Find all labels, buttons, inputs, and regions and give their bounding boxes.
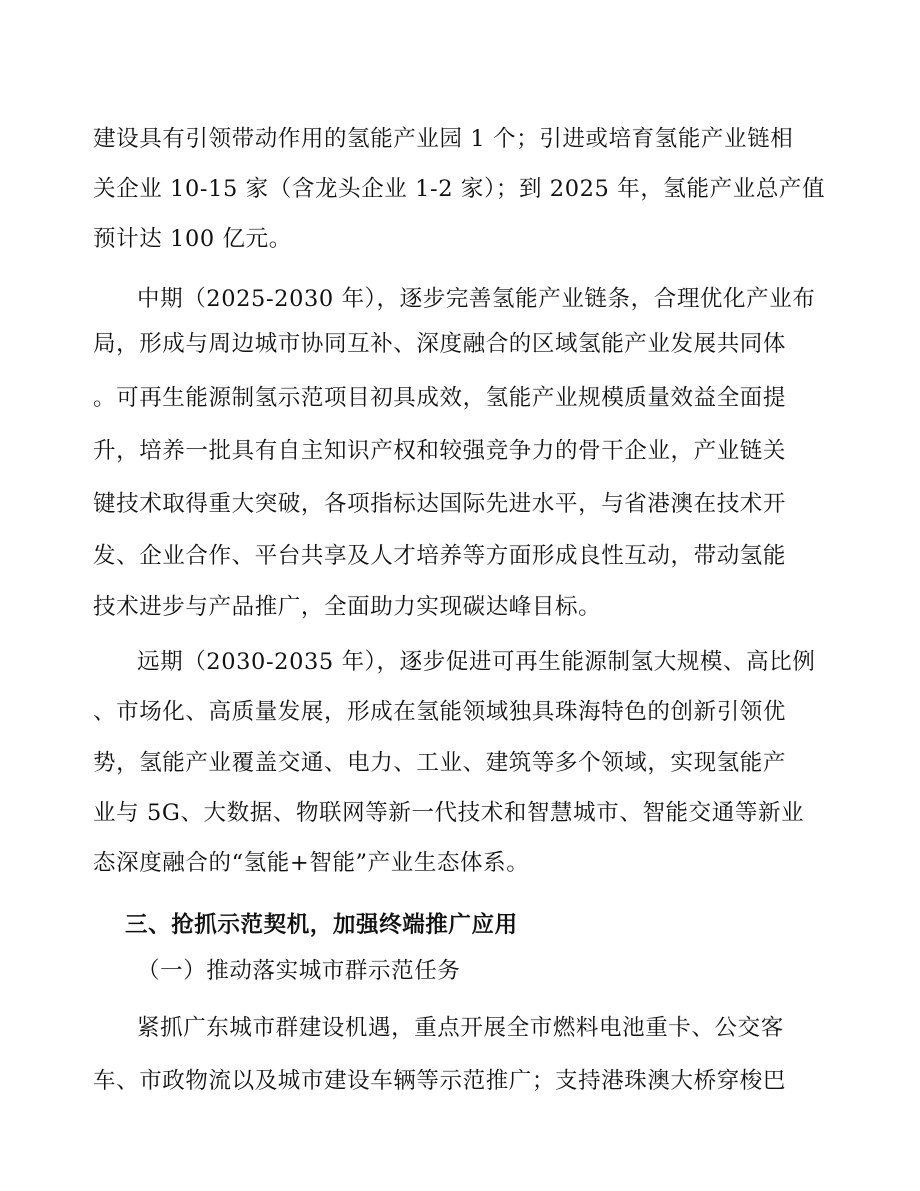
paragraph-2-line-5: 键技术取得重大突破，各项指标达国际先进水平，与省港澳在技术开 bbox=[93, 491, 787, 517]
paragraph-3-line-2: 、市场化、高质量发展，形成在氢能领域独具珠海特色的创新引领优 bbox=[93, 699, 787, 725]
section-heading: 三、抢抓示范契机，加强终端推广应用 bbox=[125, 912, 518, 938]
paragraph-1-line-2: 关企业 10-15 家（含龙头企业 1-2 家）；到 2025 年，氢能产业总产值 bbox=[93, 176, 826, 202]
paragraph-2-line-7: 技术进步与产品推广，全面助力实现碳达峰目标。 bbox=[93, 594, 602, 620]
paragraph-4-line-2: 车、市政物流以及城市建设车辆等示范推广；支持港珠澳大桥穿梭巴 bbox=[93, 1068, 787, 1094]
paragraph-2-line-3: 。可再生能源制氢示范项目初具成效，氢能产业规模质量效益全面提 bbox=[93, 385, 787, 411]
paragraph-2-line-4: 升，培养一批具有自主知识产权和较强竞争力的骨干企业，产业链关 bbox=[93, 438, 787, 464]
paragraph-4-line-1: 紧抓广东城市群建设机遇，重点开展全市燃料电池重卡、公交客 bbox=[137, 1015, 784, 1041]
paragraph-3-line-5: 态深度融合的“氢能+智能”产业生态体系。 bbox=[93, 850, 530, 876]
subsection-heading: （一）推动落实城市群示范任务 bbox=[137, 958, 461, 984]
paragraph-2-line-6: 发、企业合作、平台共享及人才培养等方面形成良性互动，带动氢能 bbox=[93, 543, 787, 569]
paragraph-2-line-2: 局，形成与周边城市协同互补、深度融合的区域氢能产业发展共同体 bbox=[93, 331, 787, 357]
paragraph-1-line-3: 预计达 100 亿元。 bbox=[93, 226, 292, 252]
paragraph-3-line-3: 势，氢能产业覆盖交通、电力、工业、建筑等多个领域，实现氢能产 bbox=[93, 750, 787, 776]
paragraph-3-line-4: 业与 5G、大数据、物联网等新一代技术和智慧城市、智能交通等新业 bbox=[93, 800, 805, 826]
paragraph-2-line-1: 中期（2025-2030 年），逐步完善氢能产业链条，合理优化产业布 bbox=[137, 286, 816, 312]
paragraph-1-line-1: 建设具有引领带动作用的氢能产业园 1 个；引进或培育氢能产业链相 bbox=[93, 126, 794, 152]
paragraph-3-line-1: 远期（2030-2035 年），逐步促进可再生能源制氢大规模、高比例 bbox=[137, 649, 816, 675]
